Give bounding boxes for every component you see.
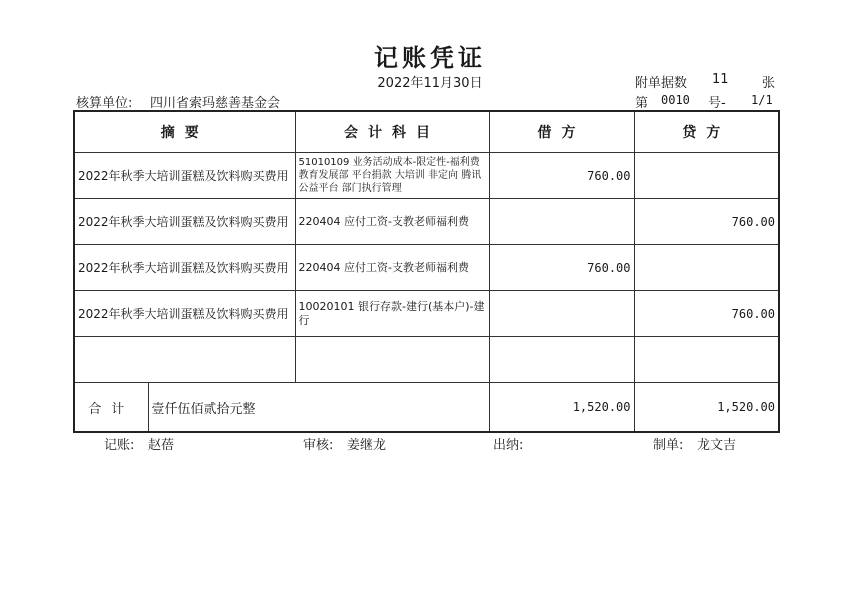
- credit-cell: 760.00: [634, 291, 779, 337]
- reviewer-label: 审核:: [303, 438, 334, 453]
- credit-cell: [634, 153, 779, 199]
- summary-cell: 2022年秋季大培训蛋糕及饮料购买费用: [74, 291, 295, 337]
- bookkeeper-name: 赵蓓: [148, 438, 175, 453]
- voucher-title: 记账凭证: [374, 43, 486, 72]
- account-cell: 51010109 业务活动成本-限定性-福利费 教育发展部 平台捐款 大培训 非定向 腾讯公益平台 部门执行管理: [295, 153, 489, 199]
- debit-cell: 760.00: [489, 245, 634, 291]
- number-prefix: 第: [635, 96, 649, 111]
- attachments-unit: 张: [762, 76, 776, 91]
- summary-cell: 2022年秋季大培训蛋糕及饮料购买费用: [74, 245, 295, 291]
- credit-cell: [634, 245, 779, 291]
- summary-cell: 2022年秋季大培训蛋糕及饮料购买费用: [74, 199, 295, 245]
- bookkeeper-label: 记账:: [104, 438, 135, 453]
- account-cell: 220404 应付工资-支教老师福利费: [295, 245, 489, 291]
- unit-name: 四川省索玛慈善基金会: [150, 96, 281, 111]
- debit-cell: [489, 337, 634, 383]
- table-row: [74, 245, 779, 291]
- credit-cell: [634, 337, 779, 383]
- summary-cell: [74, 337, 295, 383]
- debit-cell: [489, 199, 634, 245]
- preparer-label: 制单:: [653, 438, 684, 453]
- total-amount-words: 壹仟伍佰贰拾元整: [148, 383, 489, 433]
- voucher-number: 0010: [661, 93, 690, 107]
- header-debit: 借方: [489, 111, 634, 153]
- header-credit: 贷方: [634, 111, 779, 153]
- page-number: 1/1: [751, 93, 773, 107]
- table-row: [74, 291, 779, 337]
- total-debit: 1,520.00: [489, 383, 634, 433]
- unit-label: 核算单位:: [76, 96, 133, 111]
- account-cell: [295, 337, 489, 383]
- debit-cell: [489, 291, 634, 337]
- debit-cell: 760.00: [489, 153, 634, 199]
- total-credit: 1,520.00: [634, 383, 779, 433]
- summary-cell: 2022年秋季大培训蛋糕及饮料购买费用: [74, 153, 295, 199]
- header-summary: 摘要: [74, 111, 295, 153]
- cashier-label: 出纳:: [493, 438, 524, 453]
- voucher-date: 2022年11月30日: [377, 76, 483, 91]
- total-row: [74, 383, 779, 433]
- table-row: [74, 153, 779, 199]
- voucher-table: [73, 110, 780, 433]
- account-cell: 10020101 银行存款-建行(基本户)-建行: [295, 291, 489, 337]
- table-row: [74, 199, 779, 245]
- account-cell: 220404 应付工资-支教老师福利费: [295, 199, 489, 245]
- preparer-name: 龙文吉: [697, 438, 737, 453]
- total-label: 合计: [74, 383, 148, 433]
- attachments-count: 11: [712, 72, 729, 87]
- table-row-empty: [74, 337, 779, 383]
- credit-cell: 760.00: [634, 199, 779, 245]
- header-account: 会计科目: [295, 111, 489, 153]
- reviewer-name: 姜继龙: [347, 438, 387, 453]
- table-header-row: [74, 111, 779, 153]
- number-suffix: 号-: [708, 96, 726, 111]
- attachments-label: 附单据数: [635, 76, 688, 91]
